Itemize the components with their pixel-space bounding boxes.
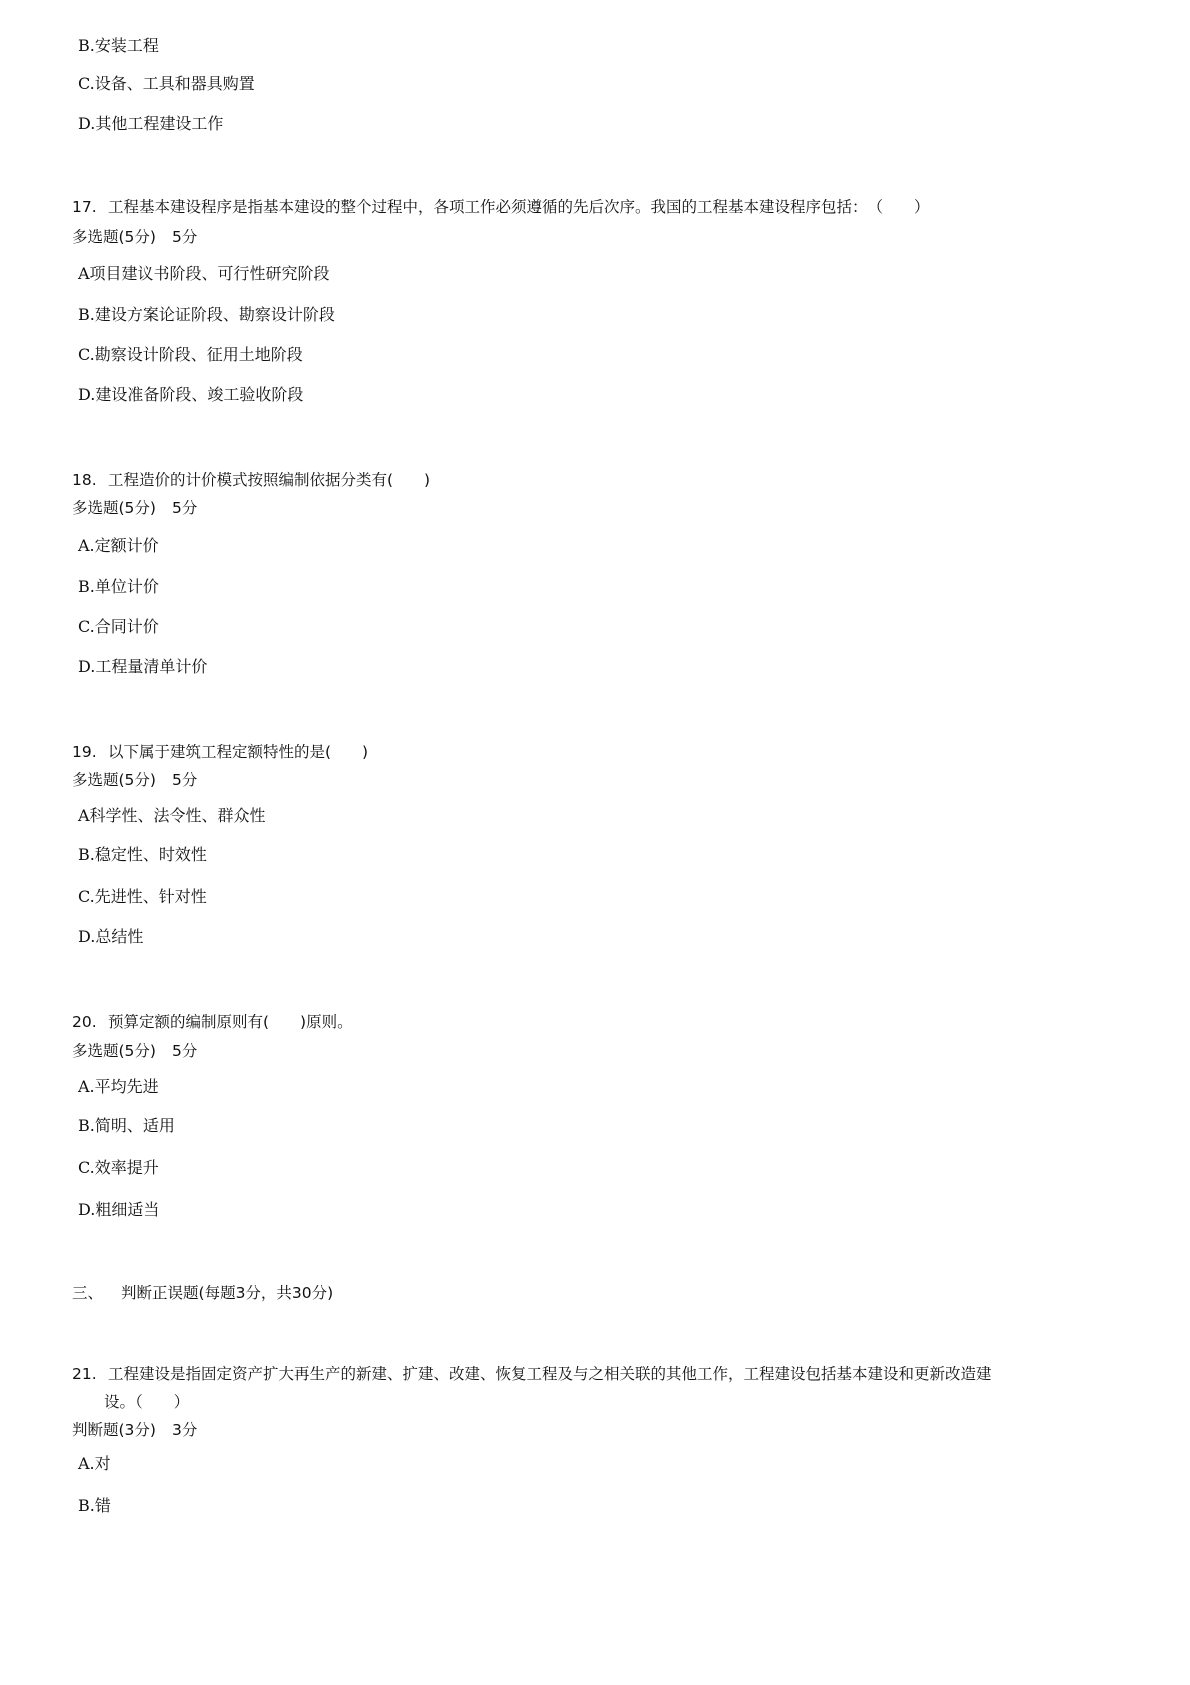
question-17	[72, 197, 930, 217]
option-b[interactable]: B.单位计价	[78, 577, 159, 596]
question-number: 21.	[72, 1365, 97, 1383]
question-meta	[72, 770, 197, 790]
question-text: 工程基本建设程序是指基本建设的整个过程中，各项工作必须遵循的先后次序。我国的工程基本建设程序包括： （ ）	[108, 198, 930, 216]
question-score: 3分	[171, 1421, 198, 1439]
option-b[interactable]: B.简明、适用	[78, 1116, 175, 1135]
question-19	[72, 742, 368, 762]
question-number: 18.	[72, 471, 97, 489]
question-meta	[72, 227, 197, 247]
option-b[interactable]: B.安装工程	[78, 36, 159, 55]
question-20	[72, 1012, 353, 1032]
question-meta	[72, 1420, 197, 1440]
option-d[interactable]: D.粗细适当	[78, 1200, 160, 1219]
question-number: 17.	[72, 198, 97, 216]
question-score: 5分	[171, 499, 198, 517]
question-meta	[72, 1041, 197, 1061]
question-type: 多选题(5分)	[72, 771, 156, 789]
option-b[interactable]: B.稳定性、时效性	[78, 845, 207, 864]
question-text: 预算定额的编制原则有( )原则。	[108, 1013, 353, 1031]
section-title: 判断正误题(每题3分，共30分)	[121, 1284, 334, 1302]
question-type: 多选题(5分)	[72, 499, 156, 517]
question-number: 19.	[72, 743, 97, 761]
question-score: 5分	[171, 771, 198, 789]
question-score: 5分	[171, 1042, 198, 1060]
option-c[interactable]: C.设备、工具和器具购置	[78, 74, 255, 93]
question-text: 以下属于建筑工程定额特性的是( )	[108, 743, 369, 761]
question-18	[72, 470, 430, 490]
option-a[interactable]: A.平均先进	[78, 1077, 159, 1096]
question-score: 5分	[171, 228, 198, 246]
option-d[interactable]: D.其他工程建设工作	[78, 114, 224, 133]
question-21	[72, 1364, 992, 1384]
option-b[interactable]: B.错	[78, 1496, 111, 1515]
question-type: 多选题(5分)	[72, 1042, 156, 1060]
option-c[interactable]: C.合同计价	[78, 617, 159, 636]
section-heading	[72, 1283, 333, 1303]
option-c[interactable]: C.勘察设计阶段、征用土地阶段	[78, 345, 303, 364]
option-a[interactable]: A.定额计价	[78, 536, 159, 555]
option-a[interactable]: A项目建议书阶段、可行性研究阶段	[78, 264, 330, 283]
section-numeral: 三、	[72, 1284, 104, 1302]
option-d[interactable]: D.工程量清单计价	[78, 657, 208, 676]
question-text-line2: 设。（ ）	[104, 1393, 190, 1411]
question-type: 判断题(3分)	[72, 1421, 156, 1439]
question-text-line1: 工程建设是指固定资产扩大再生产的新建、扩建、改建、恢复工程及与之相关联的其他工作，工程建设包括基本建设和更新改造建	[108, 1365, 992, 1383]
option-b[interactable]: B.建设方案论证阶段、勘察设计阶段	[78, 305, 335, 324]
question-text: 工程造价的计价模式按照编制依据分类有( )	[108, 471, 431, 489]
option-a[interactable]: A.对	[78, 1454, 111, 1473]
option-c[interactable]: C.效率提升	[78, 1158, 159, 1177]
question-number: 20.	[72, 1013, 97, 1031]
option-d[interactable]: D.总结性	[78, 927, 144, 946]
option-a[interactable]: A科学性、法令性、群众性	[78, 806, 266, 825]
question-type: 多选题(5分)	[72, 228, 156, 246]
question-meta	[72, 498, 197, 518]
option-d[interactable]: D.建设准备阶段、竣工验收阶段	[78, 385, 304, 404]
option-c[interactable]: C.先进性、针对性	[78, 887, 207, 906]
